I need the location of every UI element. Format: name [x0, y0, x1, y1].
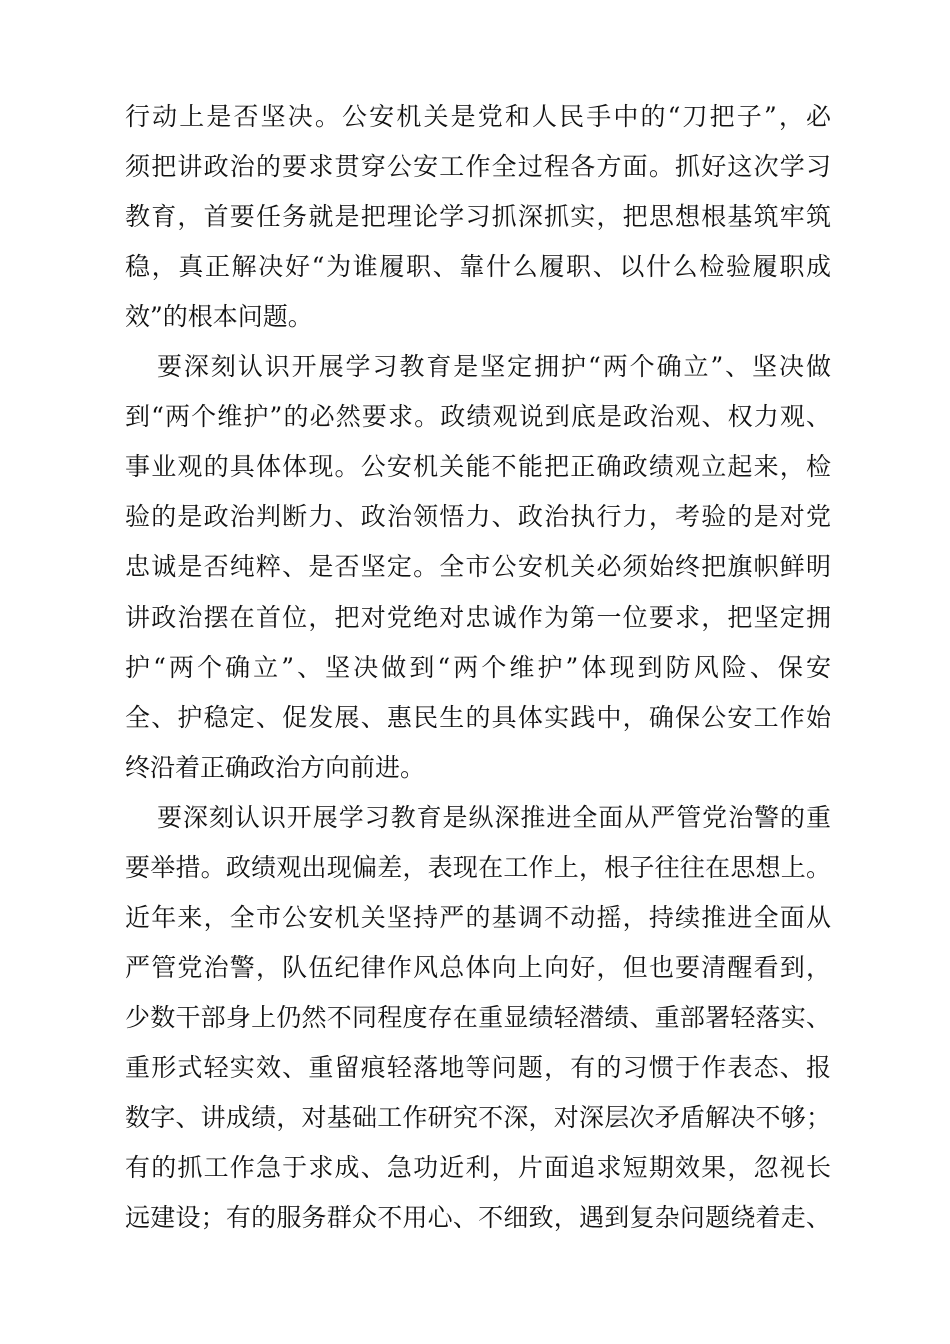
- paragraph-2-line: 护“两个确立”、坚决做到“两个维护”体现到防风险、保安: [125, 652, 831, 682]
- paragraph-3-line: 近年来，全市公安机关坚持严的基调不动摇，持续推进全面从: [125, 902, 831, 932]
- paragraph-3-line: 有的抓工作急于求成、急功近利，片面追求短期效果，忽视长: [125, 1153, 831, 1183]
- paragraph-2-line: 全、护稳定、促发展、惠民生的具体实践中，确保公安工作始: [125, 702, 831, 732]
- paragraph-2-line: 到“两个维护”的必然要求。政绩观说到底是政治观、权力观、: [125, 402, 831, 432]
- paragraph-1-line: 教育，首要任务就是把理论学习抓深抓实，把思想根基筑牢筑: [125, 202, 831, 232]
- paragraph-2-line: 终沿着正确政治方向前进。: [125, 752, 426, 782]
- paragraph-1-line: 稳，真正解决好“为谁履职、靠什么履职、以什么检验履职成: [125, 252, 831, 282]
- paragraph-1-line: 效”的根本问题。: [125, 302, 313, 332]
- paragraph-3-line: 远建设；有的服务群众不用心、不细致，遇到复杂问题绕着走、: [125, 1203, 831, 1233]
- paragraph-1-line: 须把讲政治的要求贯穿公安工作全过程各方面。抓好这次学习: [125, 152, 831, 182]
- paragraph-2-line: 讲政治摆在首位，把对党绝对忠诚作为第一位要求，把坚定拥: [125, 602, 831, 632]
- paragraph-3-line: 严管党治警，队伍纪律作风总体向上向好，但也要清醒看到，: [125, 952, 831, 982]
- paragraph-2-line: 验的是政治判断力、政治领悟力、政治执行力，考验的是对党: [125, 502, 831, 532]
- paragraph-3-line: 少数干部身上仍然不同程度存在重显绩轻潜绩、重部署轻落实、: [125, 1002, 831, 1032]
- paragraph-3-line: 要深刻认识开展学习教育是纵深推进全面从严管党治警的重: [157, 802, 831, 832]
- paragraph-3-line: 要举措。政绩观出现偏差，表现在工作上，根子往往在思想上。: [125, 852, 831, 882]
- paragraph-2-line: 要深刻认识开展学习教育是坚定拥护“两个确立”、坚决做: [157, 352, 831, 382]
- paragraph-1-line: 行动上是否坚决。公安机关是党和人民手中的“刀把子”，必: [125, 102, 831, 131]
- paragraph-2-line: 忠诚是否纯粹、是否坚定。全市公安机关必须始终把旗帜鲜明: [125, 552, 831, 582]
- paragraph-2-line: 事业观的具体体现。公安机关能不能把正确政绩观立起来，检: [125, 452, 831, 482]
- paragraph-3-line: 数字、讲成绩，对基础工作研究不深，对深层次矛盾解决不够；: [125, 1103, 831, 1132]
- paragraph-3-line: 重形式轻实效、重留痕轻落地等问题，有的习惯于作表态、报: [125, 1052, 831, 1082]
